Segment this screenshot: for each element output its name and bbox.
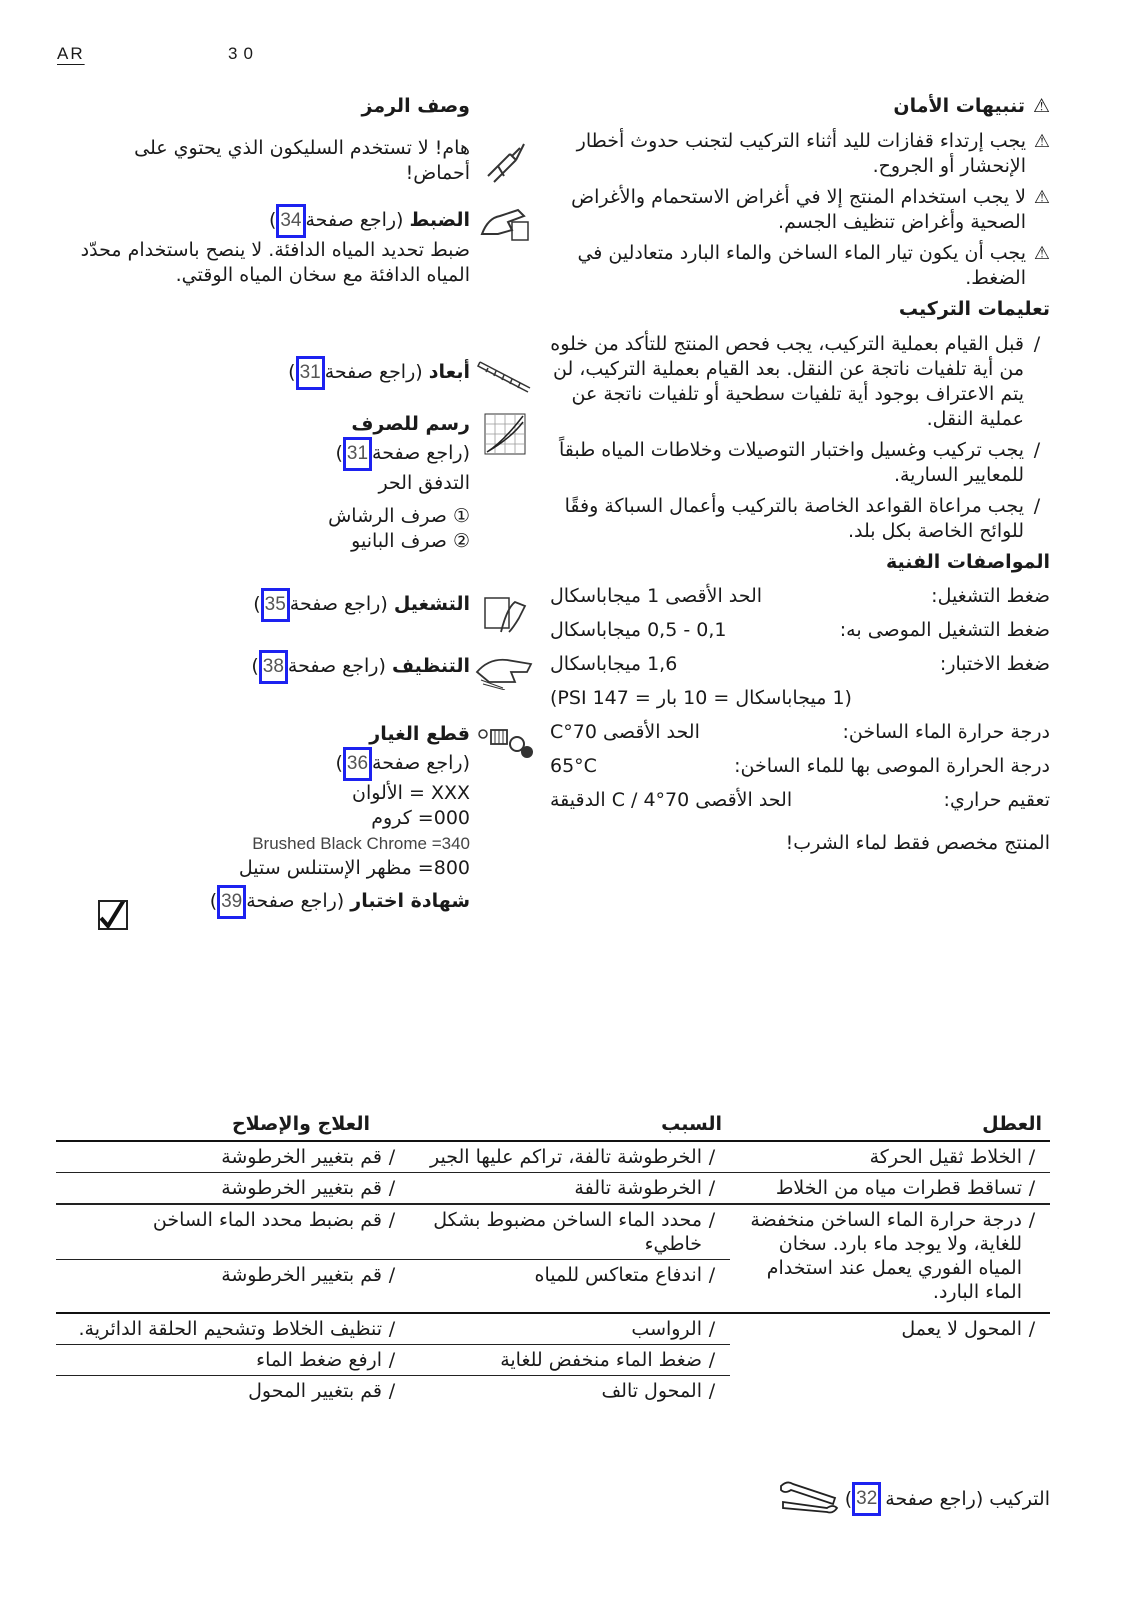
symbols-title: وصف الرمز xyxy=(361,95,470,117)
adjust-entry: الضبط (راجع صفحة34) ضبط تحديد المياه الدافئة. لا ينصح باستخدام محدّد المياه الدافئة مع سخان المياه الوقتي. xyxy=(70,204,540,288)
warning-icon: ⚠ xyxy=(1033,187,1050,208)
page-ref-34[interactable]: 34 xyxy=(276,204,305,238)
table-row: /الرواسب / تنظيف الخلاط وتشحيم الحلقة الدائرية. xyxy=(56,1314,730,1345)
page-ref-32[interactable]: 32 xyxy=(852,1482,881,1516)
page-ref-31b[interactable]: 31 xyxy=(343,437,372,471)
cleaning-hand-icon xyxy=(470,650,540,710)
table-header: العطل السبب العلاج والإصلاح xyxy=(56,1108,1050,1142)
flow-entry: رسم للصرف (راجع صفحة31) التدفق الحر ① صرف الرشاش ② صرف البانيو xyxy=(70,412,540,554)
warning-item: ⚠ يجب إرتداء قفازات لليد أثناء التركيب لتجنب حدوث أخطار الإنحشار أو الجروح. xyxy=(576,130,1050,177)
operation-entry: التشغيل (راجع صفحة35) xyxy=(70,588,540,648)
table-row: / محدد الماء الساخن مضبوط بشكل خاطيء /قم بضبط محدد الماء الساخن xyxy=(56,1205,730,1260)
spec-row: ضغط الاختبار: 1,6 ميجاباسكال xyxy=(550,653,1050,675)
spec-row: تعقيم حراري: الحد الأقصى 70°C / 4 الدقيقة xyxy=(550,789,1050,811)
install-instructions-title: تعليمات التركيب xyxy=(898,298,1050,320)
drinking-water-note: المنتج مخصص فقط لماء الشرب! xyxy=(785,832,1050,854)
page-ref-39[interactable]: 39 xyxy=(217,885,246,919)
silicone-gun-icon xyxy=(470,136,540,196)
page-ref-38[interactable]: 38 xyxy=(259,650,288,684)
certificate-checkbox-icon xyxy=(98,900,128,930)
page-ref-36[interactable]: 36 xyxy=(343,747,372,781)
safety-title: ⚠ تنبيهات الأمان xyxy=(893,95,1050,117)
ruler-icon xyxy=(470,356,540,416)
right-column xyxy=(550,94,1050,856)
troubleshooting-table xyxy=(56,1108,1050,1406)
flow-graph-icon xyxy=(470,412,540,472)
spec-row: (1 ميجاباسكال = 10 بار = 147 PSI) xyxy=(550,687,852,709)
page-number: 30 xyxy=(228,44,259,63)
specs-title: المواصفات الفنية xyxy=(885,551,1050,573)
spec-row: ضغط التشغيل: الحد الأقصى 1 ميجاباسكال xyxy=(550,585,1050,607)
instruction-item: / يجب تركيب وغسيل واختبار التوصيلات وخلاطات المياه طبقاً للمعايير السارية. xyxy=(558,439,1041,486)
table-row: /المحول تالف /قم بتغيير المحول xyxy=(248,1380,716,1402)
installation-reference: التركيب (راجع صفحة 32 ) xyxy=(777,1478,1050,1519)
spec-row: درجة الحرارة الموصى بها للماء الساخن: 65°C xyxy=(550,755,1050,777)
warning-icon: ⚠ xyxy=(1033,131,1050,152)
silicone-entry: هام! لا تستخدم السليكون الذي يحتوي على أحماض! xyxy=(70,136,540,196)
dimensions-entry: أبعاد (راجع صفحة31) xyxy=(70,356,540,416)
instruction-item: / يجب مراعاة القواعد الخاصة بالتركيب وأعمال السباكة وفقًا للوائح الخاصة بكل بلد. xyxy=(564,495,1041,542)
left-column xyxy=(70,94,540,954)
table-row: /اندفاع متعاكس للمياه /قم بتغيير الخرطوشة xyxy=(221,1264,716,1286)
spec-row: درجة حرارة الماء الساخن: الحد الأقصى 70°C xyxy=(550,721,1050,743)
table-row-group: / درجة حرارة الماء الساخن منخفضة للغاية، ولا يوجد ماء بارد. سخان المياه الفوري يعمل عند استخدام الماء البارد. / محدد الماء الساخن مضبوط بشكل خاطيء /قم بضبط محدد الماء الساخن /اندفاع متعاكس للمياه /قم بتغيير الخرطوشة xyxy=(56,1205,1050,1314)
warning-icon: ⚠ xyxy=(1033,243,1050,264)
table-row: /ضغط الماء منخفض للغاية /ارفع ضغط الماء xyxy=(56,1345,730,1376)
spec-row: ضغط التشغيل الموصى به: 0,1 - 0,5 ميجاباسكال xyxy=(550,619,1050,641)
page-ref-35[interactable]: 35 xyxy=(261,588,290,622)
warning-item: ⚠ لا يجب استخدام المنتج إلا في أغراض الاستحمام والأغراض الصحية وأغراض تنظيف الجسم. xyxy=(571,186,1050,233)
instruction-item: / قبل القيام بعملية التركيب، يجب فحص المنتج للتأكد من خلوه من أية تلفيات ناتجة عن النقل. بعد القيام بعملية التركيب، لن يتم الاعتراف بوجود أية تلفيات سطحية أو تلفيات ناتجة عن عملية النقل. xyxy=(550,333,1041,430)
cleaning-entry: التنظيف (راجع صفحة38) xyxy=(70,650,540,710)
warning-item: ⚠ يجب أن يكون تيار الماء الساخن والماء البارد متعادلين في الضغط. xyxy=(577,242,1050,289)
language-code: AR xyxy=(57,44,85,63)
table-row-group: /المحول لا يعمل /الرواسب / تنظيف الخلاط وتشحيم الحلقة الدائرية. /ضغط الماء منخفض للغاية /ارفع ضغط الماء /المحول تالف /قم بتغيير المحول xyxy=(56,1314,1050,1406)
wrench-icon xyxy=(777,1478,839,1519)
adjust-hand-icon xyxy=(470,204,540,264)
warning-icon: ⚠ xyxy=(1032,95,1050,117)
operation-hand-icon xyxy=(470,588,540,648)
spare-parts-icon xyxy=(470,722,540,782)
spare-parts-entry: قطع الغيار (راجع صفحة36) XXX = الألوان 000= كروم Brushed Black Chrome =340 800= مظهر الإستنلس ستيل شهادة اختبار (راجع صفحة39) xyxy=(70,722,540,919)
table-row: /الخلاط ثقيل الحركة /الخرطوشة تالفة، تراكم عليها الجير /قم بتغيير الخرطوشة xyxy=(56,1142,1050,1173)
table-row: /تساقط قطرات مياه من الخلاط /الخرطوشة تالفة /قم بتغيير الخرطوشة xyxy=(56,1173,1050,1205)
page-ref-31[interactable]: 31 xyxy=(296,356,325,390)
